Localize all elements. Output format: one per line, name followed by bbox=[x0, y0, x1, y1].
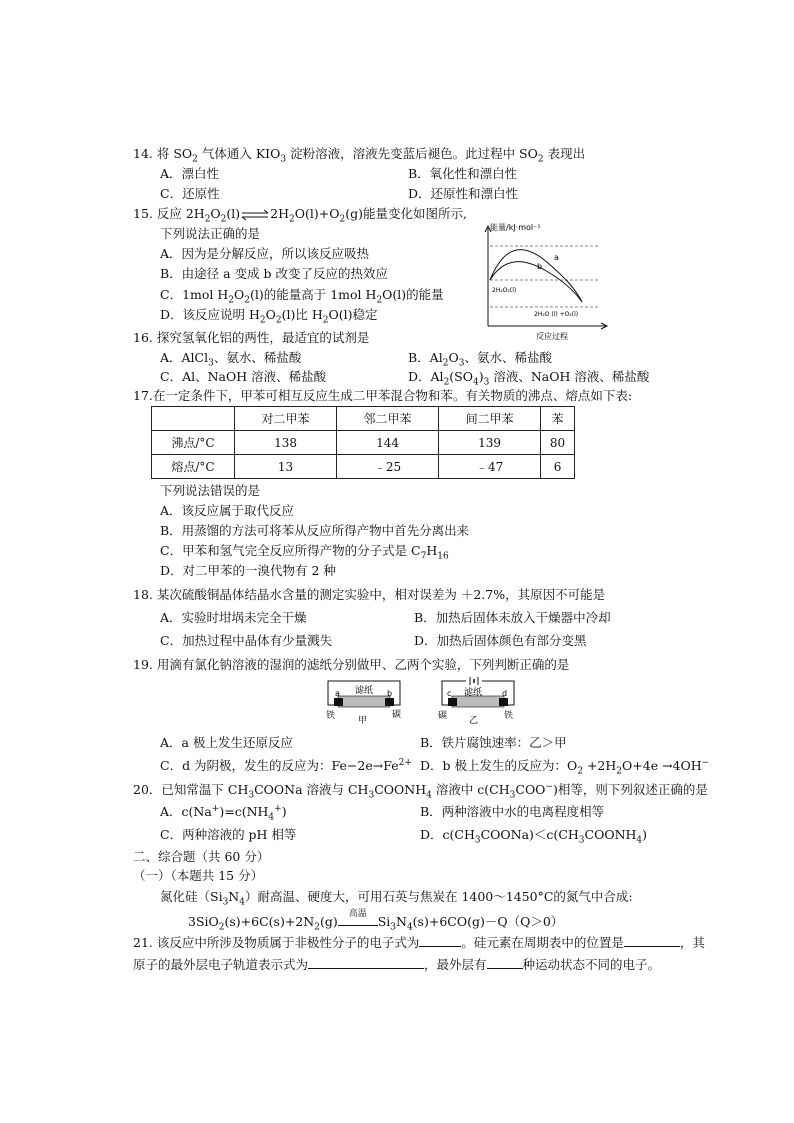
q19-option-b: B．铁片腐蚀速率：乙＞甲 bbox=[420, 735, 567, 750]
q17-option-d: D．对二甲苯的一溴代物有 2 种 bbox=[160, 563, 336, 578]
reaction-condition: 高温 bbox=[338, 919, 378, 926]
svg-text:碳: 碳 bbox=[438, 711, 448, 721]
q17-option-b: B．用蒸馏的方法可将苯从反应所得产物中首先分离出来 bbox=[160, 523, 470, 538]
q19-option-d: D．b 极上发生的反应为：$O_2 +2H_2O+4e \to 4OH^-$ bbox=[420, 757, 710, 777]
energy-axis-label: 能量/kJ·mol⁻¹ bbox=[490, 223, 541, 232]
equilibrium-arrow-icon bbox=[240, 209, 270, 221]
table-header-row bbox=[152, 407, 575, 431]
table-header-cell: 邻二甲苯 bbox=[337, 407, 439, 431]
section-intro: 氮化硅$(Si_3N_4)$耐高温、硬度大，可用石英与焦炭在 1400～1450°C的氮气中合成: bbox=[160, 889, 633, 908]
q16-option-a: A．AlCl$_3$、氨水、稀盐酸 bbox=[160, 350, 302, 369]
q20-option-a: A．$c(Na^+)=c(NH_4^+)$ bbox=[160, 803, 287, 823]
q18-option-b: B．加热后固体未放入干燥器中冷却 bbox=[414, 610, 611, 625]
q18-stem: 18. 某次硫酸铜晶体结晶水含量的测定实验中，相对误差为 ＋2.7%，其原因不可能是 bbox=[133, 587, 606, 602]
q15-option-c: C．1mol $H_2O_2(l)$的能量高于 1mol $H_2O(l)$的能量 bbox=[160, 287, 444, 306]
answer-blank[interactable] bbox=[308, 956, 424, 969]
svg-text:铁: 铁 bbox=[504, 711, 514, 721]
svg-text:滤纸: 滤纸 bbox=[355, 686, 374, 696]
table-cell: 熔点/°C bbox=[152, 455, 235, 479]
q19-option-c: C．d 为阴极，发生的反应为：$Fe-2e\to Fe^{2+}$ bbox=[160, 757, 412, 773]
q16-option-d: D．$Al_2(SO_4)_3$ 溶液、NaOH 溶液、稀盐酸 bbox=[408, 369, 650, 388]
q17-option-c: C．甲苯和氢气完全反应所得产物的分子式是 $C_7H_{16}$ bbox=[160, 543, 449, 562]
q15-option-d: D．该反应说明 $H_2O_2(l)$比 $H_2O(l)$稳定 bbox=[160, 307, 378, 326]
q19-option-a: A．a 极上发生还原反应 bbox=[160, 735, 293, 750]
section-subheading: （一）（本题共 15 分） bbox=[133, 868, 264, 883]
svg-text:碳: 碳 bbox=[392, 710, 402, 720]
path-a-curve bbox=[490, 250, 582, 302]
q14-option-c: C．还原性 bbox=[160, 186, 220, 201]
reaction-equation: $3SiO_2(s)+6C(s)+2N_2(g)$ 高温 $Si_3N_4(s)+6CO(g)-Q(Q>0)$ bbox=[188, 909, 564, 933]
svg-text:a: a bbox=[335, 689, 340, 698]
q14-option-b: B．氧化性和漂白性 bbox=[408, 166, 518, 181]
q20-option-c: C．两种溶液的 pH 相等 bbox=[160, 827, 297, 842]
table-header-cell: 间二甲苯 bbox=[439, 407, 541, 431]
properties-table bbox=[151, 406, 575, 479]
q19-stem: 19. 用滴有氯化钠溶液的湿润的滤纸分别做甲、乙两个实验，下列判断正确的是 bbox=[133, 657, 570, 672]
q18-option-a: A．实验时坩埚未完全干燥 bbox=[160, 610, 307, 625]
q16-option-b: B．$Al_2O_3$、氨水、稀盐酸 bbox=[408, 350, 552, 369]
q14-option-d: D．还原性和漂白性 bbox=[408, 186, 519, 201]
q20-option-b: B．两种溶液中水的电离程度相等 bbox=[420, 804, 605, 819]
table-header-cell bbox=[152, 407, 235, 431]
table-cell: 80 bbox=[541, 431, 575, 455]
q18-option-d: D．加热后固体颜色有部分变黑 bbox=[414, 633, 587, 648]
q15-stem: 15. 反应 $2H_2O_2(l)$ $2H_2O(l)+O_2(g)$能量变化如图所示, bbox=[133, 206, 467, 225]
q21-line2: 原子的最外层电子轨道表示式为 ，最外层有 种运动状态不同的电子。 bbox=[133, 957, 661, 972]
svg-text:d: d bbox=[502, 689, 508, 698]
q21-line1: 21. 该反应中所涉及物质属于非极性分子的电子式为 。硅元素在周期表中的位置是 ，其 bbox=[133, 935, 705, 950]
answer-blank[interactable] bbox=[487, 956, 523, 969]
svg-text:b: b bbox=[387, 689, 393, 698]
experiment-jia-diagram bbox=[322, 677, 406, 725]
table-cell: ﹣25 bbox=[337, 455, 439, 479]
q15-option-b: B．由途径 a 变成 b 改变了反应的热效应 bbox=[160, 266, 389, 281]
table-cell: ﹣47 bbox=[439, 455, 541, 479]
q17-stem2: 下列说法错误的是 bbox=[160, 483, 261, 498]
q15-option-a: A．因为是分解反应，所以该反应吸热 bbox=[160, 246, 370, 261]
q20-option-d: D．$c(CH_3COONa)<c(CH_3COONH_4)$ bbox=[420, 827, 648, 846]
experiment-yi-diagram bbox=[436, 677, 520, 725]
q17-stem: 17.在一定条件下，甲苯可相互反应生成二甲苯混合物和苯。有关物质的沸点、熔点如下表: bbox=[133, 388, 633, 403]
table-header-cell: 苯 bbox=[541, 407, 575, 431]
curve-label-a: a bbox=[554, 253, 559, 262]
svg-text:甲: 甲 bbox=[358, 716, 368, 725]
q16-stem: 16. 探究氢氧化铝的两性，最适宜的试剂是 bbox=[133, 330, 370, 345]
table-cell: 139 bbox=[439, 431, 541, 455]
q17-option-a: A．该反应属于取代反应 bbox=[160, 503, 295, 518]
product-label: 2H₂O (l) +O₂(l) bbox=[534, 311, 579, 318]
table-cell: 138 bbox=[235, 431, 337, 455]
table-row bbox=[152, 455, 575, 479]
svg-text:滤纸: 滤纸 bbox=[464, 688, 483, 698]
table-row bbox=[152, 431, 575, 455]
svg-text:乙: 乙 bbox=[469, 716, 479, 725]
process-axis-label: 反应过程 bbox=[536, 332, 568, 341]
q20-stem: 20．已知常温下 $CH_3COONa$ 溶液与 $CH_3COONH_4$ 溶液中 $c(CH_3COO^-)$相等，则下列叙述正确的是 bbox=[133, 781, 708, 801]
energy-diagram bbox=[480, 218, 620, 342]
svg-text:铁: 铁 bbox=[326, 711, 336, 721]
table-cell: 6 bbox=[541, 455, 575, 479]
curve-label-b: b bbox=[537, 262, 543, 271]
section-heading: 二、综合题（共 60 分） bbox=[133, 849, 270, 864]
answer-blank[interactable] bbox=[419, 934, 461, 947]
svg-text:c: c bbox=[447, 689, 452, 698]
q15-stem2: 下列说法正确的是 bbox=[160, 226, 261, 241]
table-cell: 144 bbox=[337, 431, 439, 455]
q14-stem: 14. 将 $SO_2$ 气体通入 $KIO_3$ 淀粉溶液，溶液先变蓝后褪色。此过程中 $SO_2$ 表现出 bbox=[133, 146, 586, 165]
table-cell: 沸点/°C bbox=[152, 431, 235, 455]
reactant-label: 2H₂O₂(l) bbox=[492, 287, 517, 294]
q16-option-c: C．Al、NaOH 溶液、稀盐酸 bbox=[160, 369, 327, 384]
table-header-cell: 对二甲苯 bbox=[235, 407, 337, 431]
q14-option-a: A．漂白性 bbox=[160, 166, 220, 181]
answer-blank[interactable] bbox=[624, 934, 680, 947]
q18-option-c: C．加热过程中晶体有少量溅失 bbox=[160, 633, 333, 648]
table-cell: 13 bbox=[235, 455, 337, 479]
